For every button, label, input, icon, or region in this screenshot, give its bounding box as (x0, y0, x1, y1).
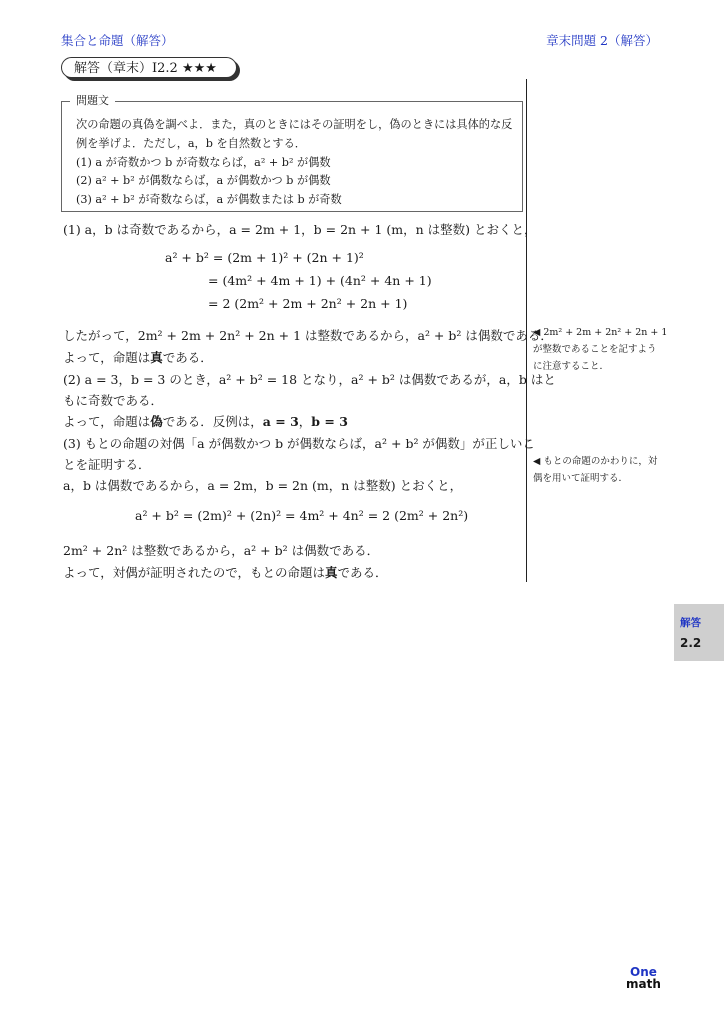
text-span: よって，命題は (63, 414, 151, 429)
text-span: よって，命題は (63, 350, 151, 365)
margin-note-line: 偶を用いて証明する． (533, 473, 629, 484)
verdict-true: 真 (325, 565, 338, 580)
counterexample-b: b = 3 (311, 414, 348, 429)
solution-line: (3) もとの命題の対偶「a が偶数かつ b が偶数ならば，a² + b² が偶数」が正しいこ (63, 436, 535, 451)
margin-note-2 (533, 453, 673, 487)
margin-note-line: ◀ 2m² + 2m + 2n² + 2n + 1 (533, 327, 668, 338)
solution-line: もに奇数である． (63, 393, 164, 408)
solution-line: したがって，2m² + 2m + 2n² + 2n + 1 は整数であるから，a² + b² は偶数である． (63, 328, 553, 343)
text-span: よって，対偶が証明されたので，もとの命題は (63, 565, 326, 580)
equation-line: a² + b² = (2m)² + (2n)² = 4m² + 4n² = 2 (2m² + 2n²) (135, 508, 469, 523)
text-span: である．反例は， (162, 414, 263, 429)
verdict-false: 偽 (150, 414, 163, 429)
margin-note-line: に注意すること． (533, 361, 610, 372)
text-span: である． (162, 350, 213, 365)
header-right-title: 章末問題 2（解答） (546, 33, 658, 48)
section-tab (674, 604, 724, 661)
problem-text-line: 例を挙げよ．ただし，a，b を自然数とする． (76, 137, 306, 150)
equation-line: = 2 (2m² + 2m + 2n² + 2n + 1) (208, 296, 408, 311)
logo-line-2: math (626, 977, 661, 991)
equation-line: = (4m² + 4m + 1) + (4n² + 4n + 1) (208, 273, 432, 288)
problem-item-2: (2) a² + b² が偶数ならば，a が偶数かつ b が偶数 (76, 174, 331, 187)
text-span: ， (298, 414, 312, 429)
margin-note-1 (533, 324, 673, 375)
problem-box (61, 94, 523, 212)
solution-line: (1) a，b は奇数であるから，a = 2m + 1，b = 2n + 1 (m，n は整数) とおくと， (63, 222, 537, 237)
header-left-title: 集合と命題（解答） (61, 33, 174, 48)
verdict-true: 真 (150, 350, 163, 365)
problem-item-3: (3) a² + b² が奇数ならば，a が偶数または b が奇数 (76, 193, 342, 206)
text-span: である． (337, 565, 388, 580)
problem-text-line: 次の命題の真偽を調べよ．また，真のときにはその証明をし，偽のときには具体的な反 (76, 118, 513, 131)
solution-line (63, 348, 213, 366)
solution-line (63, 563, 388, 581)
section-tab-number: 2.2 (680, 636, 702, 650)
counterexample-a: a = 3 (262, 414, 299, 429)
margin-note-line: が整数であることを記すよう (533, 344, 657, 355)
margin-note-line: ◀ もとの命題のかわりに，対 (533, 456, 658, 467)
solution-line: a，b は偶数であるから，a = 2m，b = 2n (m，n は整数) とおくと， (63, 478, 463, 493)
equation-line: a² + b² = (2m + 1)² + (2n + 1)² (165, 250, 364, 265)
solution-line: 2m² + 2n² は整数であるから，a² + b² は偶数である． (63, 543, 380, 558)
section-tab-label: 解答 (680, 617, 701, 629)
logo-line-1: One (630, 965, 657, 979)
brand-logo (626, 966, 661, 990)
solution-line: とを証明する． (63, 457, 151, 472)
answer-label: 解答（章末）I2.2 ★★★ (61, 57, 237, 78)
solution-line: (2) a = 3，b = 3 のとき，a² + b² = 18 となり，a² + b² は偶数であるが，a，b はと (63, 372, 556, 387)
problem-box-title: 問題文 (70, 94, 115, 108)
solution-line (63, 412, 348, 430)
problem-item-1: (1) a が奇数かつ b が奇数ならば，a² + b² が偶数 (76, 156, 331, 169)
